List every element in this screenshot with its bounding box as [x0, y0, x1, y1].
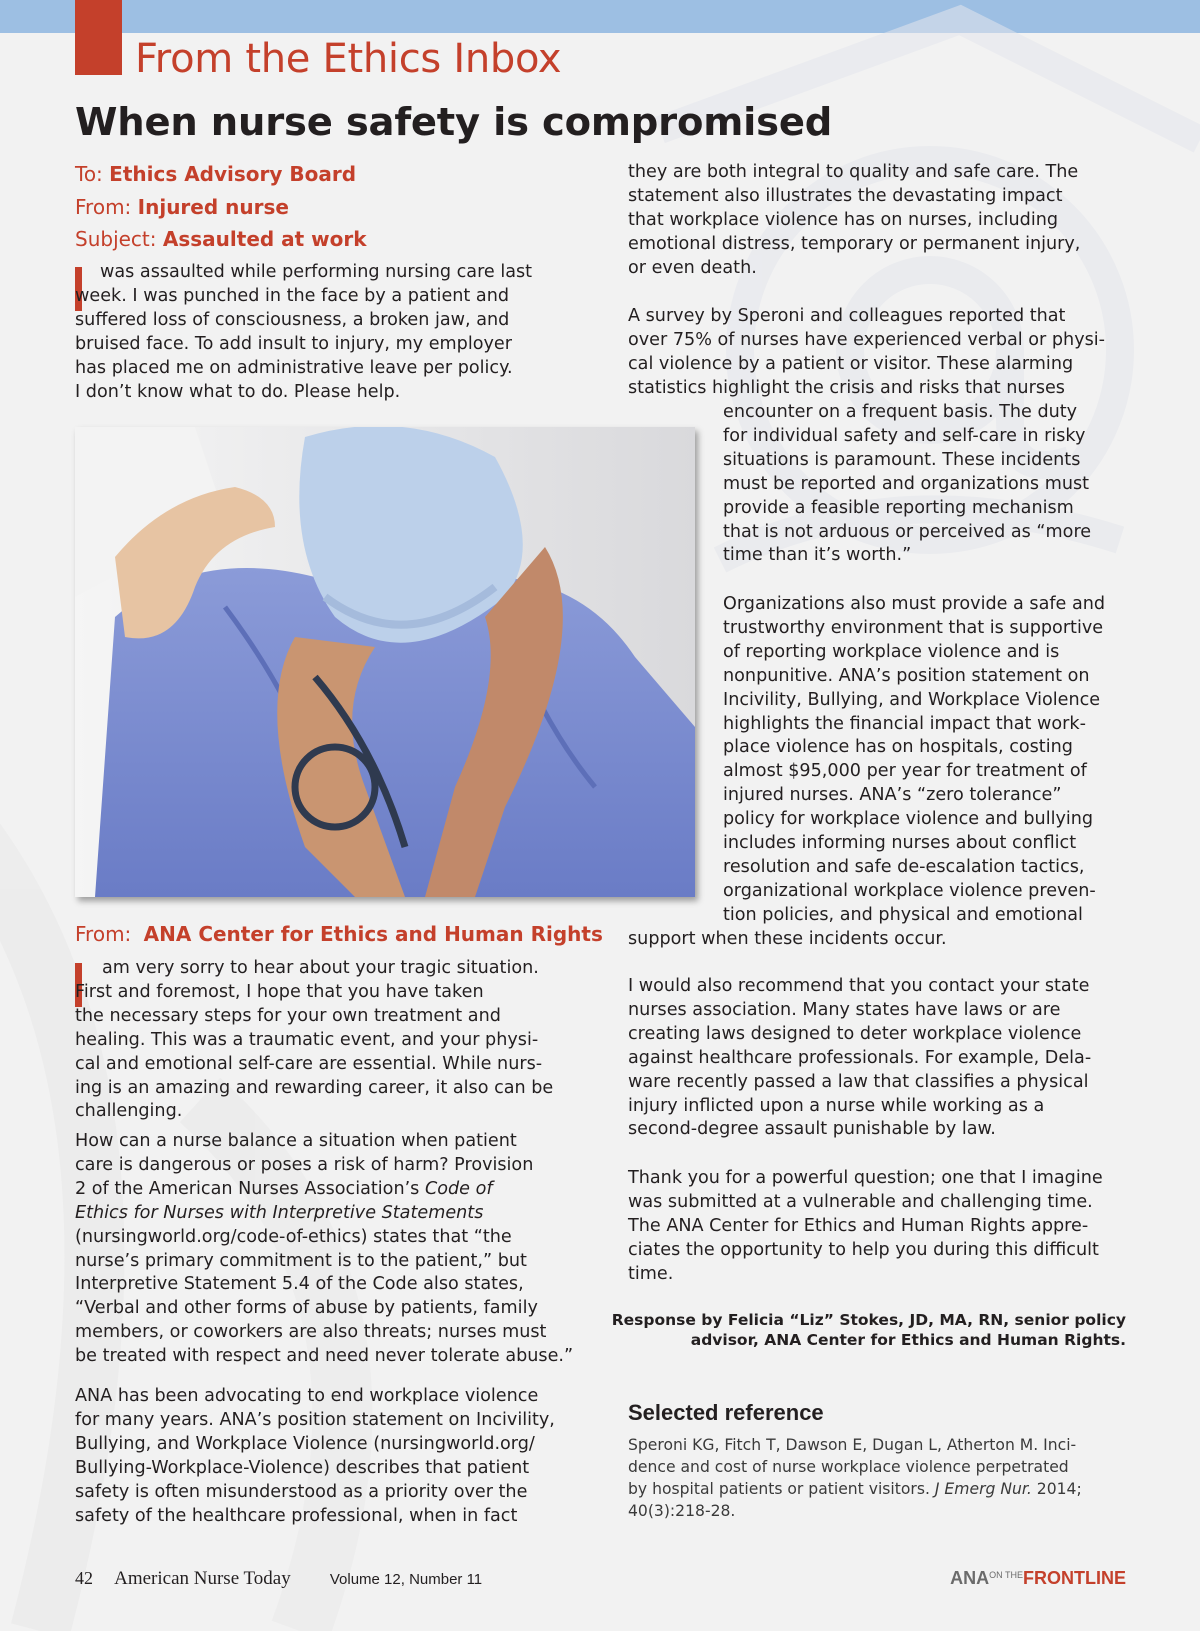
- subject-label: Subject:: [75, 227, 157, 251]
- response-from-value: ANA Center for Ethics and Human Rights: [143, 922, 603, 946]
- response-paragraph-3: ANA has been advocating to end workplace violence for many years. ANA’s position statement on Incivility, Bullying, and Workplace Violence (nursingworld.org/ Bullying-Workplace-Violence) describes that patient safety is often misunderstood as a priority over the safety of the healthcare professional, when in fact: [75, 1386, 555, 1526]
- response-paragraph-2: How can a nurse balance a situation when patient care is dangerous or poses a risk of harm? Provision 2 of the American Nurses Association’s Code of Ethics for Nurses with Interpretive Statements (nursingworld.org/code-of-ethics) states that “the nurse’s primary commitment is to the patient,” but Interpretive Statement 5.4 of the Code also states, “Verbal and other forms of abuse by patients, family members, or coworkers are also threats; nurses must be treated with respect and need never tolerate abuse.”: [75, 1131, 574, 1367]
- page-footer-left: [75, 1568, 482, 1590]
- letter-body: was assaulted while performing nursing care last week. I was punched in the face by a patient and suffered loss of consciousness, a broken jaw, and bruised face. To add insult to injury, my employer has placed me on administrative leave per policy. I don’t know what to do. Please help.: [75, 262, 533, 402]
- letter-from-line: [75, 195, 289, 219]
- nurse-photo: [75, 427, 695, 897]
- from-value: Injured nurse: [137, 195, 289, 219]
- section-title: From the Ethics Inbox: [135, 36, 562, 82]
- col2-paragraph-3-last-line: support when these incidents occur.: [628, 929, 947, 949]
- to-label: To:: [75, 162, 103, 186]
- selected-reference-text: Speroni KG, Fitch T, Dawson E, Dugan L, Atherton M. Inci- dence and cost of nurse workplace violence perpetrated by hospital patients or patient visitors. J Emerg Nur. 2014; 40(3):218-28.: [628, 1436, 1082, 1520]
- section-marker-block: [75, 0, 122, 75]
- from-label: From:: [75, 195, 132, 219]
- response-signature: Response by Felicia “Liz” Stokes, JD, MA, RN, senior policy advisor, ANA Center for Ethics and Human Rights.: [611, 1311, 1126, 1349]
- col2-paragraph-3-indented: Organizations also must provide a safe and trustworthy environment that is supportive of reporting workplace violence and is nonpunitive. ANA’s position statement on Incivility, Bullying, and Workplace Violence highlights the financial impact that work- place violence has on hospitals, costing almost $95,000 per year for treatment of injured nurses. ANA’s “zero tolerance” policy for workplace violence and bullying includes informing nurses about conflict resolution and safe de-escalation tactics, organizational workplace violence preven- tion policies, and physical and emotional: [723, 594, 1106, 925]
- page-headline: When nurse safety is compromised: [75, 100, 833, 145]
- ana-frontline-logo: $ANA^{ON THE}FRONTLINE$: [950, 1568, 1126, 1588]
- page-number: 42: [75, 1568, 93, 1588]
- response-from-label: From:: [75, 922, 132, 946]
- top-color-bar: [0, 0, 1200, 33]
- selected-reference-heading: Selected reference: [628, 1400, 824, 1425]
- issue-volume: Volume 12, Number 11: [329, 1571, 483, 1588]
- response-paragraph-1: am very sorry to hear about your tragic situation. First and foremost, I hope that you have taken the necessary steps for your own treatment and healing. This was a traumatic event, and your physi- cal and emotional self-care are essential. While nurs- ing is an amazing and rewarding career, it also can be challenging.: [75, 958, 554, 1122]
- response-from-line: [75, 922, 603, 946]
- letter-subject-line: [75, 227, 367, 251]
- subject-value: Assaulted at work: [162, 227, 367, 251]
- col2-paragraph-1: they are both integral to quality and safe care. The statement also illustrates the devastating impact that workplace violence has on nurses, including emotional distress, temporary or permanent injury, or even death.: [628, 162, 1081, 278]
- col2-paragraph-5: Thank you for a powerful question; one that I imagine was submitted at a vulnerable and challenging time. The ANA Center for Ethics and Human Rights appre- ciates the opportunity to help you during this difficult time.: [628, 1168, 1103, 1284]
- to-value: Ethics Advisory Board: [109, 162, 357, 186]
- letter-to-line: [75, 162, 356, 186]
- col2-paragraph-2: A survey by Speroni and colleagues reported that over 75% of nurses have experienced verbal or physi- cal violence by a patient or visitor. These alarming statistics highlight the crisis and risks that nurses: [628, 306, 1106, 398]
- magazine-name: American Nurse Today: [114, 1568, 291, 1589]
- col2-paragraph-4: I would also recommend that you contact your state nurses association. Many states have laws or are creating laws designed to deter workplace violence against healthcare professionals. For example, Dela- ware recently passed a law that classifies a physical injury inflicted upon a nurse while working as a second-degree assault punishable by law.: [628, 976, 1092, 1140]
- col2-paragraph-2-indented: encounter on a frequent basis. The duty for individual safety and self-care in risky situations is paramount. These incidents must be reported and organizations must provide a feasible reporting mechanism that is not arduous or perceived as “more time than it’s worth.”: [723, 402, 1092, 566]
